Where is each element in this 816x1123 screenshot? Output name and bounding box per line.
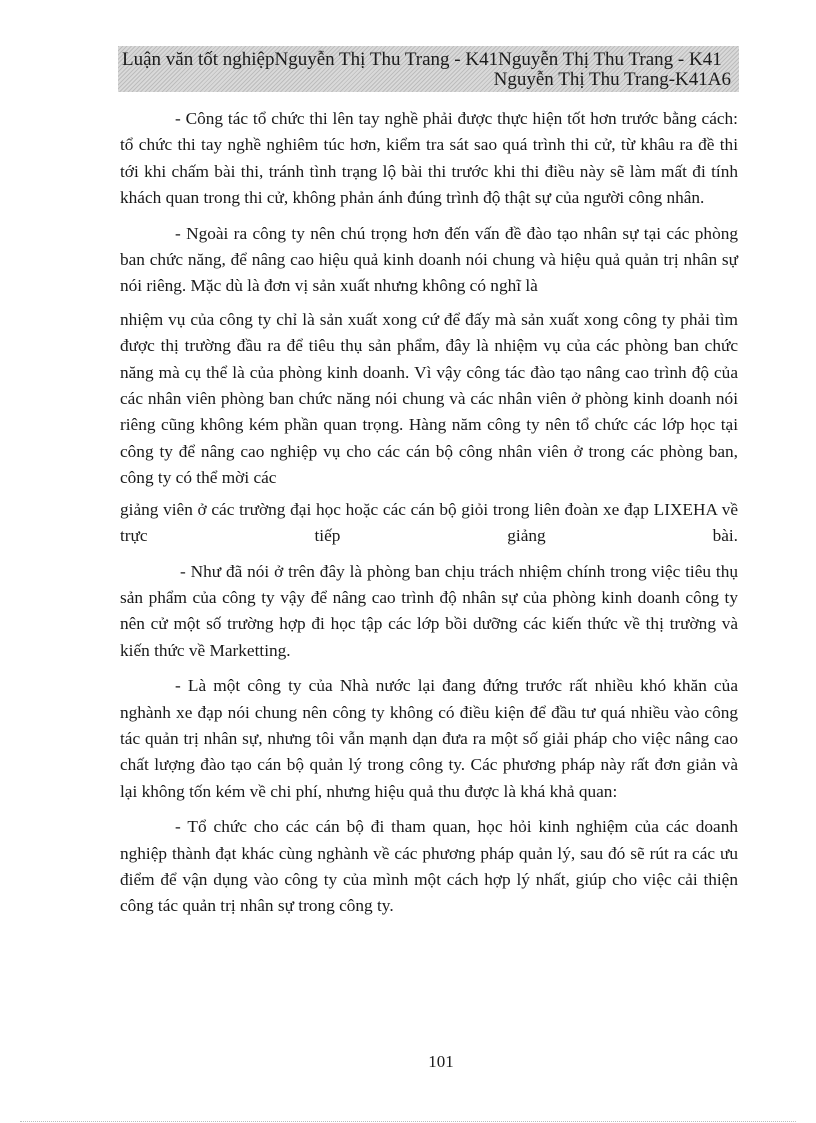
paragraph-exam-organization: - Công tác tổ chức thi lên tay nghề phải được thực hiện tốt hơn trước bằng cách: tổ chức thi tay nghề nghiêm túc hơn, kiểm tra sát sao quá trình thi cử, từ khâu ra đề thi tới khi chấm bài thi, tránh tình trạng lộ bài thi trước khi thi điều này sẽ làm mất đi tính khách quan trong thi cử, không phản ánh đúng trình độ thật sự của người công nhân. (120, 109, 738, 208)
paragraph-solutions: - Là một công ty của Nhà nước lại đang đứng trước rất nhiều khó khăn của nghành xe đạp nói chung nên công ty không có điều kiện để đầu tư quá nhiều vào công tác quản trị nhân sự, nhưng tôi vẫn mạnh dạn đưa ra một số giải pháp cho việc nâng cao chất lượng đào tạo cán bộ quản lý trong công ty. Các phương pháp này rất đơn giản và lại không tốn kém về chi phí, nhưng hiệu quả thu được là khá khả quan: (120, 676, 738, 801)
paragraph-department-training-cont: nhiệm vụ của công ty chỉ là sản xuất xong cứ để đấy mà sản xuất xong công ty phải tìm được thị trường đầu ra để tiêu thụ sản phẩm, đây là nhiệm vụ của các phòng ban chức năng mà cụ thể là của phòng kinh doanh. Vì vậy công tác đào tạo nâng cao trình độ của các nhân viên phòng ban chức năng nói chung và các nhân viên ở phòng kinh doanh nói riêng cũng không kém phần quan trọng. Hàng năm công ty nên tổ chức các lớp học tại công ty để nâng cao nghiệp vụ cho các cán bộ công nhân viên ở trong các phòng ban, công ty có thể mời các (120, 309, 738, 488)
page-bottom-rule (20, 1121, 796, 1122)
paragraph-study-tours: - Tổ chức cho các cán bộ đi tham quan, học hỏi kinh nghiệm của các doanh nghiệp thành đạt khác cùng nghành về các phương pháp quản lý, sau đó sẽ rút ra các ưu điểm để vận dụng vào công ty của mình một cách hợp lý nhất, giúp cho việc cải thiện công tác quản trị nhân sự trong công ty. (120, 817, 738, 916)
paragraph-marketing: - Như đã nói ở trên đây là phòng ban chịu trách nhiệm chính trong việc tiêu thụ sản phẩm của công ty vậy để nâng cao trình độ nhân sự của phòng kinh doanh công ty nên cử một số trường hợp đi học tập các lớp bồi dưỡng các kiến thức về thị trường và kiến thức về Marketting. (120, 561, 738, 660)
header-line-2: Nguyễn Thị Thu Trang-K41A6 (493, 69, 731, 90)
header-line-1: Luận văn tốt nghiệpNguyễn Thị Thu Trang - K41Nguyễn Thị Thu Trang - K41 (122, 49, 722, 70)
document-body (120, 106, 738, 929)
paragraph-department-training: - Ngoài ra công ty nên chú trọng hơn đến vấn đề đào tạo nhân sự tại các phòng ban chức năng, để nâng cao hiệu quả kinh doanh nói chung và hiệu quả quản trị nhân sự nói riêng. Mặc dù là đơn vị sản xuất nhưng không có nghĩ là (120, 223, 738, 296)
page-number: 101 (428, 1052, 454, 1071)
page-header (118, 46, 739, 92)
paragraph-lecturers: giảng viên ở các trường đại học hoặc các cán bộ giỏi trong liên đoàn xe đạp LIXEHA về trực tiếp giảng bài. (120, 499, 738, 546)
